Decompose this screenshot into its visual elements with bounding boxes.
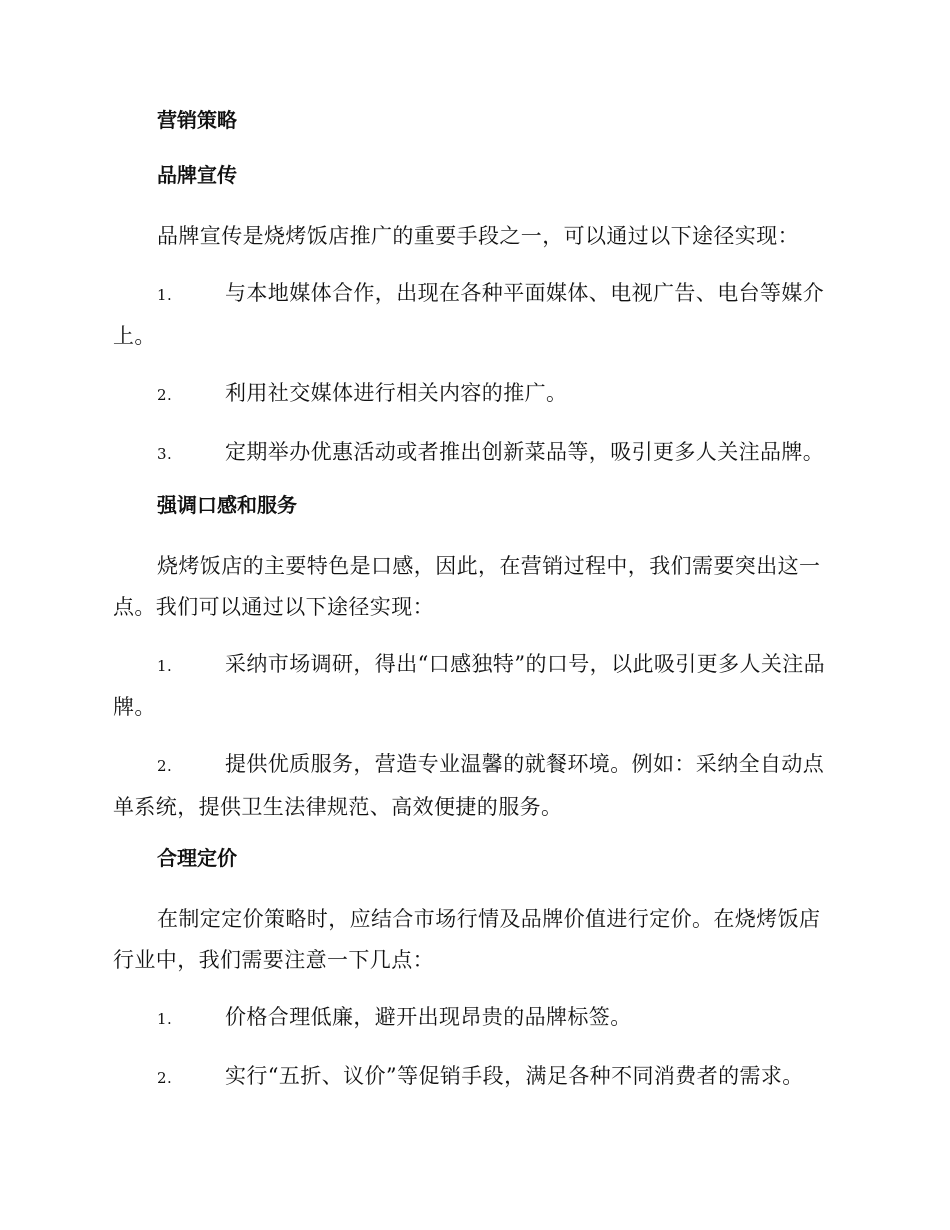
list-number: 2. bbox=[157, 757, 173, 775]
list-item bbox=[113, 273, 833, 357]
list-item bbox=[113, 1056, 833, 1099]
list-item bbox=[113, 744, 833, 828]
list-item-text: 价格合理低廉，避开出现昂贵的品牌标签。 bbox=[225, 1005, 632, 1029]
list-item bbox=[113, 644, 833, 728]
section-intro: 烧烤饭店的主要特色是口感，因此，在营销过程中，我们需要突出这一点。我们可以通过以下途径实现： bbox=[113, 554, 821, 619]
list-item-text: 利用社交媒体进行相关内容的推广。 bbox=[225, 381, 568, 405]
list-number: 1. bbox=[157, 286, 173, 304]
section-heading-brand-promotion: 品牌宣传 bbox=[157, 163, 237, 187]
section-intro: 品牌宣传是烧烤饭店推广的重要手段之一，可以通过以下途径实现： bbox=[157, 224, 799, 248]
list-item-text: 实行“五折、议价”等促销手段，满足各种不同消费者的需求。 bbox=[225, 1064, 804, 1088]
document-title: 营销策略 bbox=[157, 108, 237, 132]
list-number: 3. bbox=[157, 445, 173, 463]
list-number: 1. bbox=[157, 657, 173, 675]
list-item bbox=[113, 432, 833, 475]
document-body bbox=[113, 106, 833, 1115]
list-item-text: 提供优质服务，营造专业温馨的就餐环境。例如：采纳全自动点单系统，提供卫生法律规范、高效便捷的服务。 bbox=[113, 752, 825, 819]
list-number: 1. bbox=[157, 1010, 173, 1028]
list-item bbox=[113, 373, 833, 416]
section-intro: 在制定定价策略时，应结合市场行情及品牌价值进行定价。在烧烤饭店行业中，我们需要注意一下几点： bbox=[113, 907, 821, 972]
list-item-text: 定期举办优惠活动或者推出创新菜品等，吸引更多人关注品牌。 bbox=[225, 440, 825, 464]
section-heading-taste-service: 强调口感和服务 bbox=[157, 493, 297, 517]
list-item-text: 采纳市场调研，得出“口感独特”的口号，以此吸引更多人关注品牌。 bbox=[113, 652, 826, 719]
list-item bbox=[113, 997, 833, 1040]
list-number: 2. bbox=[157, 386, 173, 404]
section-heading-pricing: 合理定价 bbox=[157, 846, 237, 870]
list-number: 2. bbox=[157, 1069, 173, 1087]
list-item-text: 与本地媒体合作，出现在各种平面媒体、电视广告、电台等媒介上。 bbox=[113, 281, 825, 348]
